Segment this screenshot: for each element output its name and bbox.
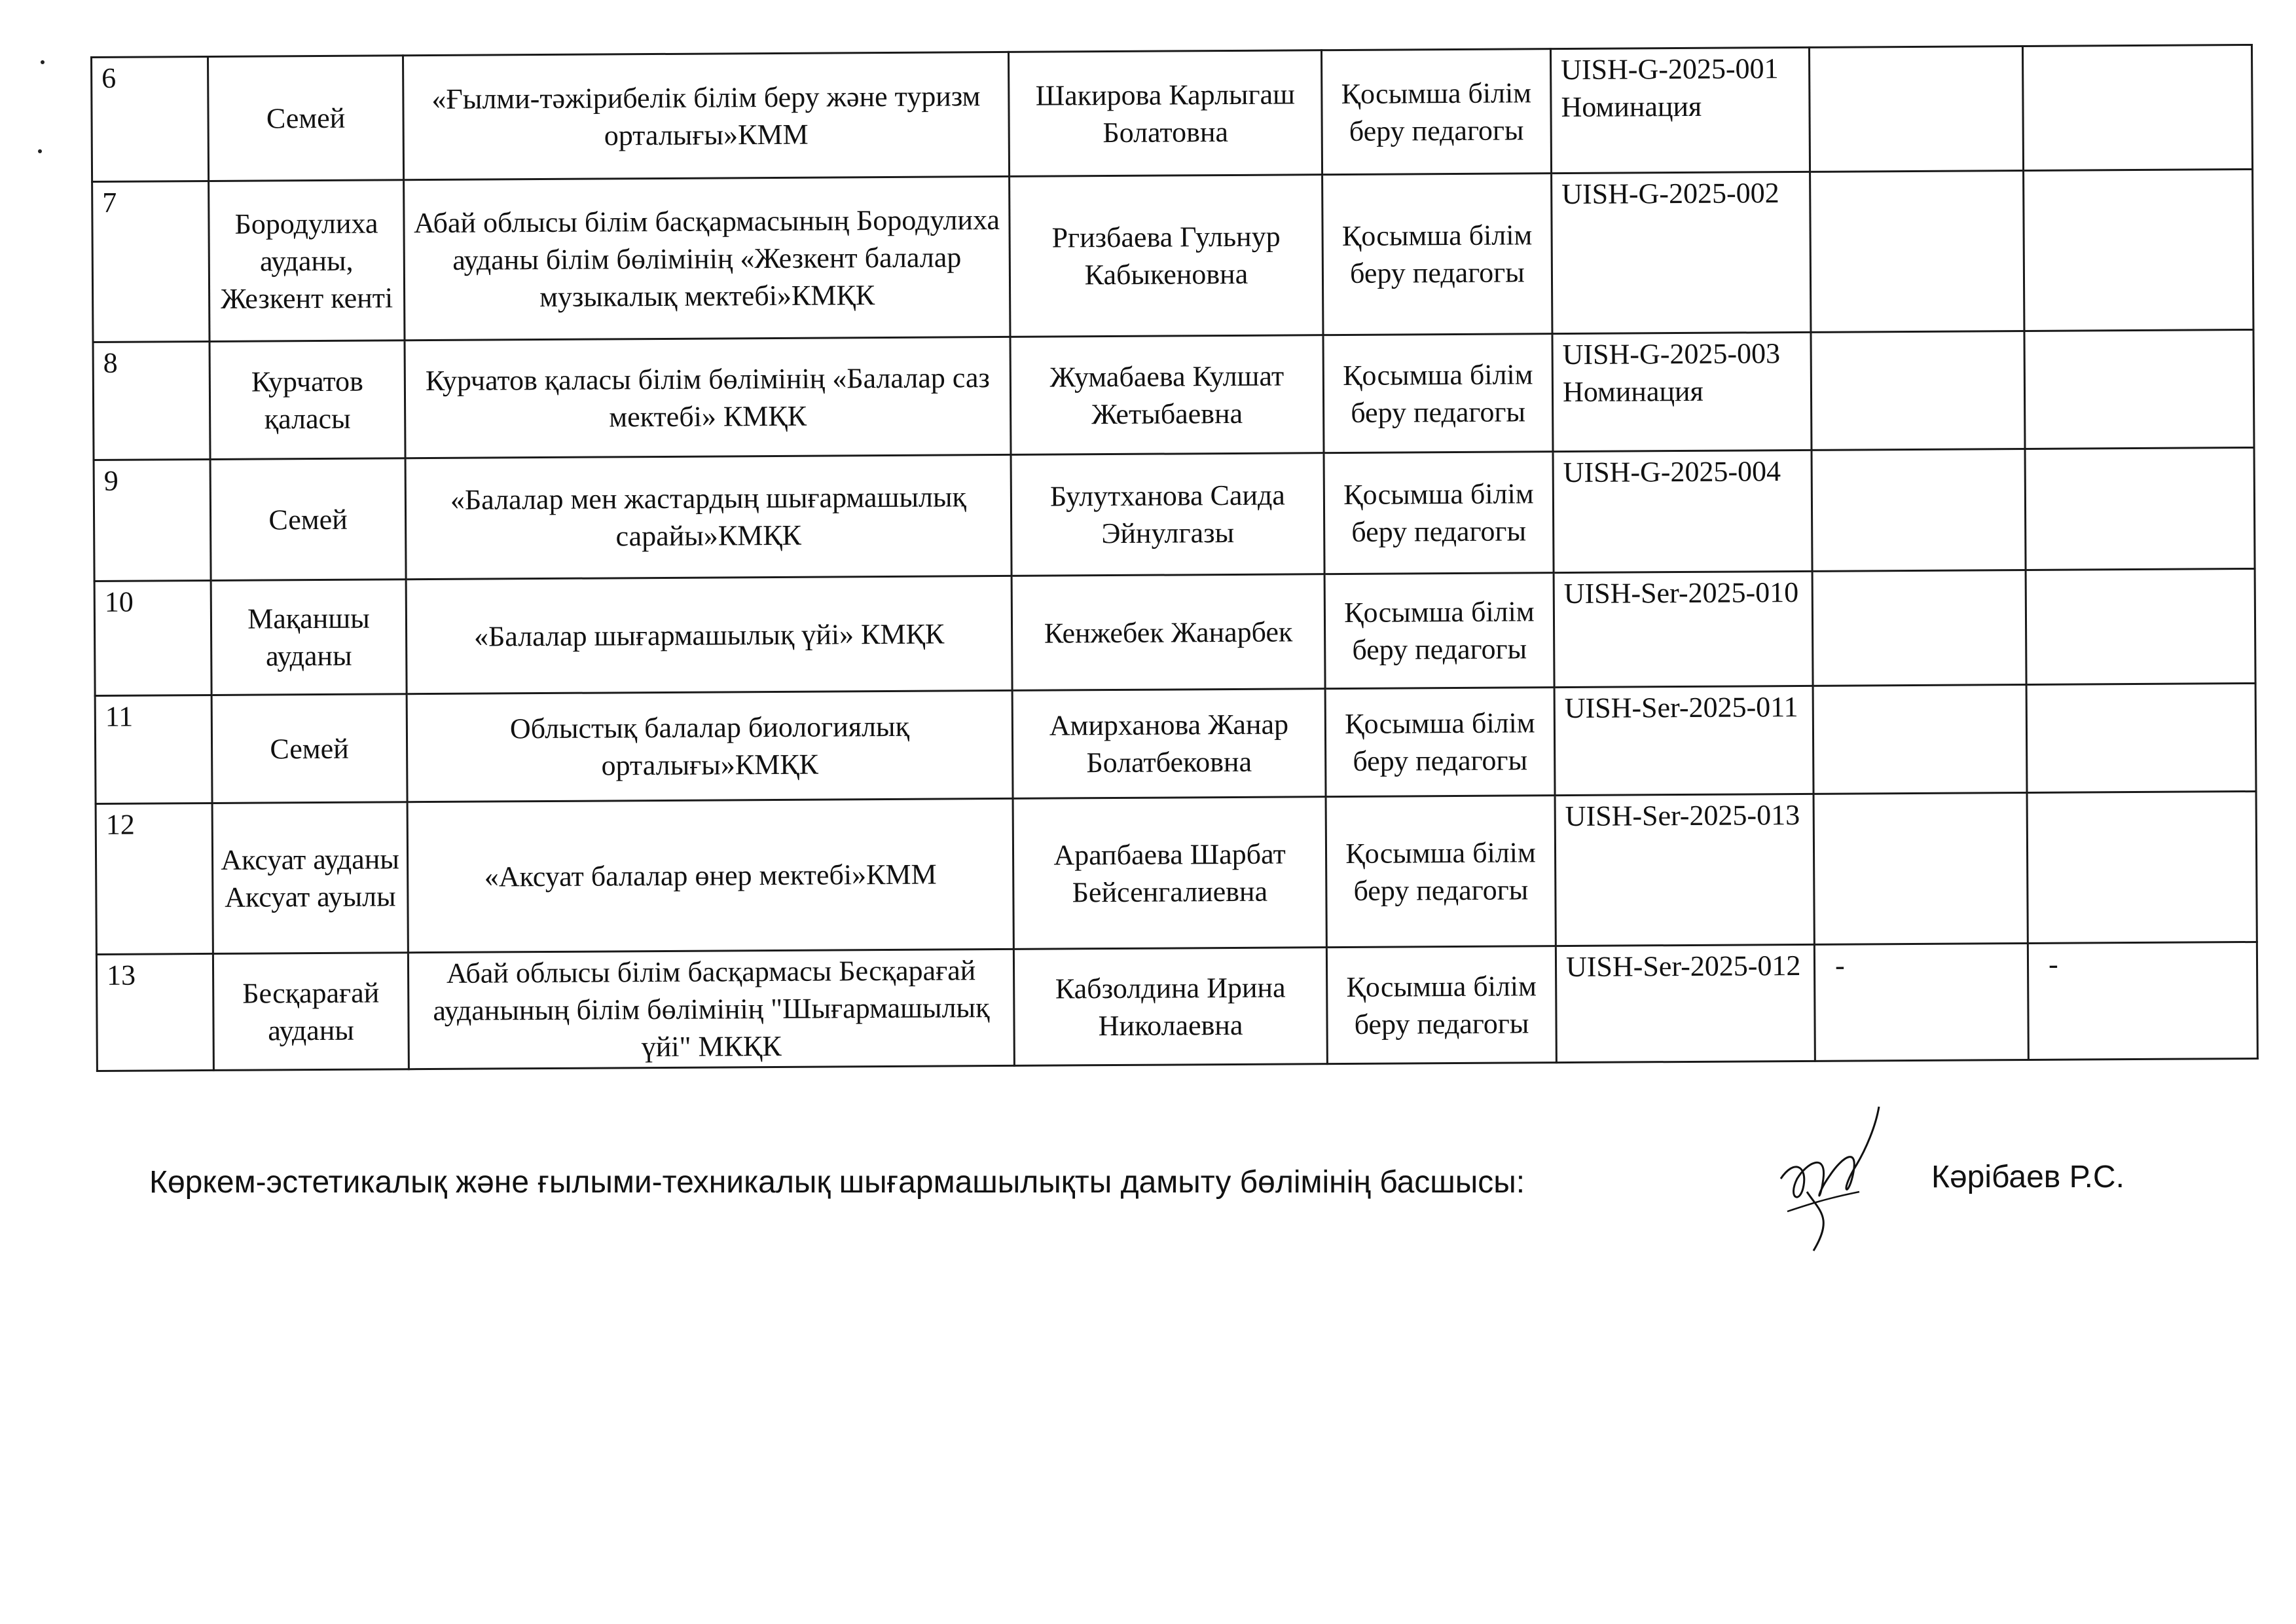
code-cell: UISH-G-2025-001 Номинация: [1550, 47, 1810, 173]
score-cell: -: [1814, 943, 2028, 1061]
result-cell: [2022, 45, 2252, 170]
location-cell: Семей: [208, 56, 404, 181]
person-name-cell: Шакирова Карлыгаш Болатовна: [1008, 50, 1322, 177]
code-cell: UISH-G-2025-003 Номинация: [1552, 332, 1812, 451]
position-cell: Қосымша білім беру педагогы: [1323, 334, 1553, 453]
position-cell: Қосымша білім беру педагогы: [1324, 573, 1554, 689]
organization-cell: «Балалар шығармашылық үйі» КМҚК: [406, 576, 1012, 693]
table-row: [92, 169, 2253, 342]
scan-speck: [41, 60, 45, 64]
code-cell: UISH-Ser-2025-011: [1554, 686, 1813, 795]
person-name-cell: Булутханова Саида Эйнулгазы: [1011, 453, 1324, 576]
code-cell: UISH-Ser-2025-013: [1555, 794, 1814, 946]
position-cell: Қосымша білім беру педагогы: [1321, 49, 1551, 175]
person-name-cell: Кабзолдина Ирина Николаевна: [1013, 948, 1327, 1066]
organization-cell: Облыстық балалар биологиялық орталығы»КМҚК: [407, 690, 1013, 802]
table-row: [96, 942, 2257, 1071]
footer-caption: Көркем-эстетикалық және ғылыми-техникалық шығармашылықты дамыту бөлімінің басшысы:: [149, 1165, 1525, 1200]
location-cell: Бесқарағай ауданы: [213, 953, 409, 1071]
result-cell: [2027, 791, 2257, 943]
location-cell: Бородулиха ауданы, Жезкент кенті: [209, 180, 405, 342]
location-cell: Семей: [211, 694, 407, 803]
code-cell: UISH-Ser-2025-012: [1556, 944, 1815, 1062]
signature-icon: [1768, 1100, 1899, 1257]
result-cell: [2026, 568, 2255, 684]
row-number: 12: [96, 803, 213, 954]
row-number: 8: [93, 341, 210, 460]
result-cell: -: [2028, 942, 2257, 1060]
position-cell: Қосымша білім беру педагогы: [1325, 688, 1555, 797]
organization-cell: Абай облысы білім басқармасының Бородулиха ауданы білім бөлімінің «Жезкент балалар музыкалық мектебі»КМҚК: [404, 176, 1010, 340]
row-number: 13: [96, 953, 213, 1071]
score-cell: [1810, 170, 2024, 332]
result-cell: [2024, 329, 2254, 449]
participants-table: [90, 44, 2259, 1072]
person-name-cell: Ргизбаева Гульнур Кабыкеновна: [1010, 175, 1323, 337]
position-cell: Қосымша білім беру педагогы: [1322, 174, 1552, 335]
location-cell: Мақаншы ауданы: [211, 580, 407, 695]
table-row: [94, 447, 2255, 581]
person-name-cell: Арапбаева Шарбат Бейсенгалиевна: [1013, 797, 1326, 950]
row-number: 9: [94, 459, 211, 581]
code-cell: UISH-Ser-2025-010: [1554, 571, 1813, 687]
signatory-name: Кәрібаев Р.С.: [1931, 1160, 2124, 1194]
row-number: 6: [92, 56, 209, 181]
person-name-cell: Амирханова Жанар Болатбековна: [1012, 689, 1326, 799]
table-row: [94, 568, 2255, 695]
position-cell: Қосымша білім беру педагогы: [1326, 796, 1556, 948]
person-name-cell: Кенжебек Жанарбек: [1011, 574, 1325, 691]
location-cell: Семей: [210, 458, 406, 581]
row-number: 10: [94, 580, 211, 695]
score-cell: [1809, 46, 2023, 172]
result-cell: [2026, 683, 2256, 792]
table-row: [95, 683, 2256, 803]
table-body: [92, 45, 2258, 1071]
person-name-cell: Жумабаева Кулшат Жетыбаевна: [1010, 335, 1324, 455]
code-cell: UISH-G-2025-002: [1552, 172, 1811, 333]
result-cell: [2025, 447, 2255, 570]
score-cell: [1812, 449, 2026, 571]
row-number: 7: [92, 181, 210, 342]
organization-cell: «Балалар мен жастардың шығармашылық сарайы»КМҚК: [405, 454, 1011, 579]
scan-speck: [38, 149, 42, 153]
position-cell: Қосымша білім беру педагогы: [1326, 946, 1556, 1064]
table-row: [93, 329, 2254, 460]
location-cell: Аксуат ауданы Аксуат ауылы: [212, 802, 408, 954]
location-cell: Курчатов қаласы: [210, 341, 405, 460]
organization-cell: «Аксуат балалар өнер мектебі»КММ: [407, 798, 1013, 952]
score-cell: [1813, 792, 2028, 944]
table-row: [96, 791, 2257, 954]
position-cell: Қосымша білім беру педагогы: [1324, 452, 1554, 574]
score-cell: [1812, 570, 2026, 686]
score-cell: [1811, 331, 2025, 450]
organization-cell: «Ғылми-тәжірибелік білім беру және туризм орталығы»КММ: [403, 52, 1010, 179]
organization-cell: Курчатов қаласы білім бөлімінің «Балалар саз мектебі» КМҚК: [405, 337, 1011, 458]
result-cell: [2024, 169, 2253, 331]
row-number: 11: [95, 695, 212, 803]
code-cell: UISH-G-2025-004: [1553, 450, 1812, 572]
table-row: [92, 45, 2253, 181]
score-cell: [1813, 684, 2027, 794]
organization-cell: Абай облысы білім басқармасы Бесқарағай ауданының білім бөлімінің "Шығармашылық үйі" МКҚК: [408, 949, 1014, 1069]
